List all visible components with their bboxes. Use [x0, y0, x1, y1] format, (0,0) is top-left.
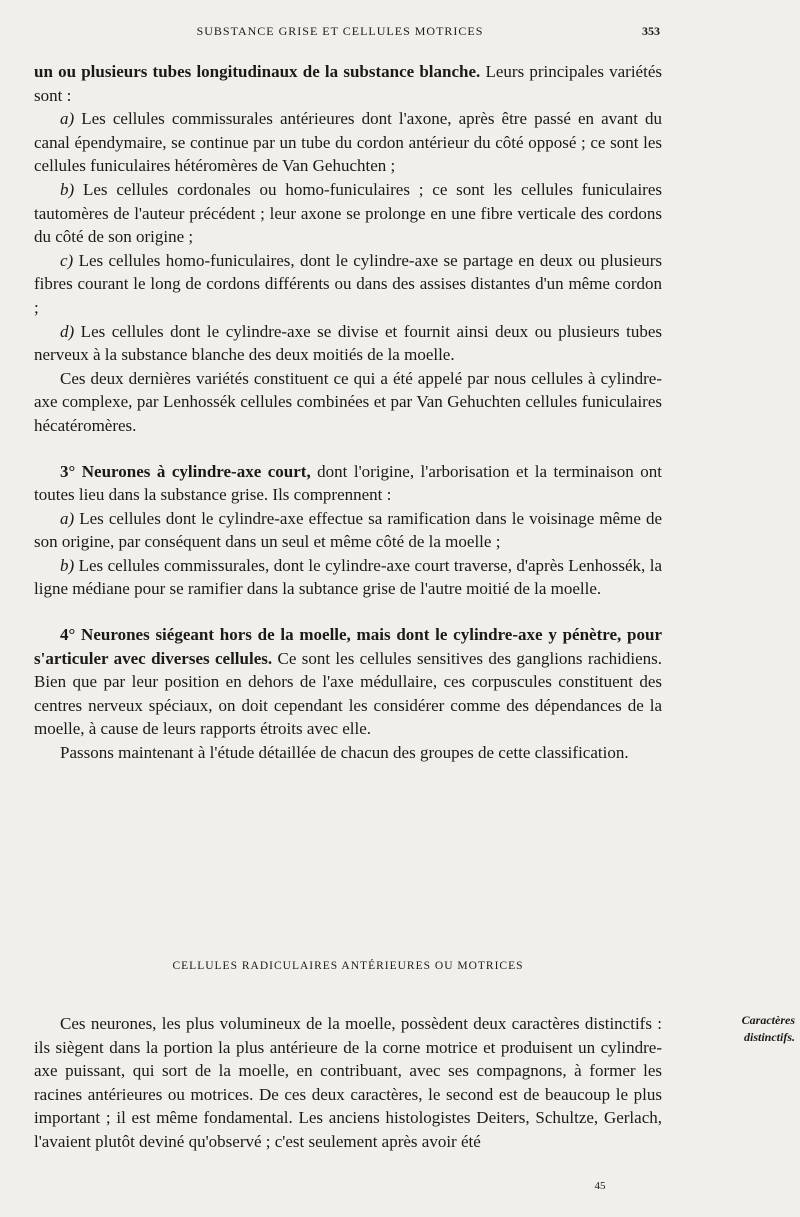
bold-phrase: 3° Neurones à cylindre-axe court, [60, 461, 311, 481]
item-label: a) [60, 109, 75, 129]
margin-note-line: distinctifs. [743, 1030, 795, 1044]
item-text: Les cellules dont le cylindre-axe se divise et fournit ainsi deux ou plusieurs tubes nerveux à la substance blanche des deux moitiés de la moelle. [34, 321, 662, 365]
list-item-a [34, 107, 662, 178]
paragraph-text: Leurs principales variétés sont : [34, 62, 662, 105]
item-text: Les cellules commissurales, dont le cylindre-axe court traverse, d'après Lenhossék, la ligne médiane pour se ramifier dans la subtance grise de l'autre moitié de la moelle. [34, 555, 662, 599]
bold-phrase: un ou plusieurs tubes longitudinaux de la substance blanche. [34, 62, 481, 81]
item-label: c) [60, 250, 74, 270]
paragraph-neurones-court [34, 460, 662, 507]
item-text: Les cellules homo-funiculaires, dont le cylindre-axe se partage en deux ou plusieurs fibres courant le long de cordons différents ou dans des assises distantes d'un même cordon ; [34, 250, 662, 317]
paragraph-text: Ce sont les cellules sensitives des ganglions rachidiens. Bien que par leur position en dehors de l'axe médullaire, ces corpuscules constituent des centres nerveux spéciaux, on doit cependant les considérer comme des dépendances de la moelle, à cause de leurs rapports étroits avec elle. [34, 648, 663, 739]
bold-phrase: 4° Neurones siégeant hors de la moelle, mais dont le cylindre-axe y pénètre, pour s'articuler avec diverses cellules. [34, 625, 662, 668]
item-text: Les cellules cordonales ou homo-funiculaires ; ce sont les cellules funiculaires tautomères de l'auteur précédent ; leur axone se prolonge en une fibre verticale des cordons du côté de son origine ; [34, 179, 662, 247]
list-item-b [34, 178, 662, 249]
paragraph: Passons maintenant à l'étude détaillée de chacun des groupes de cette classification. [60, 743, 629, 763]
running-head [0, 24, 800, 44]
paragraph-continuation [34, 60, 662, 107]
item-text: Les cellules dont le cylindre-axe effectue sa ramification dans le voisinage même de son origine, par conséquent dans un seul et même côté de la moelle ; [34, 508, 662, 552]
running-head-title: SUBSTANCE GRISE ET CELLULES MOTRICES [196, 24, 484, 38]
section-heading: CELLULES RADICULAIRES ANTÉRIEURES OU MOTRICES [172, 960, 524, 972]
item-text: Les cellules commissurales antérieures dont l'axone, après être passé en avant du canal épendymaire, se continue par un tube du cordon antérieur du côté opposé ; ce sont les cellules funiculaires hétéromères de Van Gehuchten ; [34, 109, 662, 176]
margin-note [685, 1012, 795, 1046]
margin-note-line: Caractères [741, 1013, 795, 1027]
list-item-b [34, 554, 662, 601]
section-text [34, 1012, 662, 1154]
list-item-d [34, 320, 662, 367]
paragraph-text: dont l'origine, l'arborisation et la terminaison ont toutes lieu dans la substance grise. Ils comprennent : [34, 461, 662, 505]
signature-mark: 45 [594, 1180, 606, 1192]
list-item-a [34, 507, 662, 554]
item-label: b) [60, 179, 75, 199]
list-item-c [34, 249, 662, 320]
body-text [34, 60, 662, 765]
item-label: b) [60, 555, 75, 575]
item-label: a) [60, 508, 75, 528]
page-number: 353 [642, 24, 660, 38]
item-label: d) [60, 321, 75, 341]
paragraph: Ces deux dernières variétés constituent ce qui a été appelé par nous cellules à cylindre-axe complexe, par Lenhossék cellules combinées et par Van Gehuchten cellules funiculaires hécatéromères. [34, 368, 662, 435]
paragraph: Ces neurones, les plus volumineux de la moelle, possèdent deux caractères distinctifs : ils siègent dans la portion la plus antérieure de la corne motrice et produisent un cylindre-axe puissant, qui sort de la moelle, en contribuant, avec ses compagnons, à former les racines antérieures ou motrices. De ces deux caractères, le second est de beaucoup le plus important ; il est même fondamental. Les anciens histologistes Deiters, Schultze, Gerlach, l'avaient plutôt deviné qu'observé ; c'est seulement après avoir été [34, 1014, 662, 1151]
paragraph-neurones-hors [34, 623, 662, 741]
